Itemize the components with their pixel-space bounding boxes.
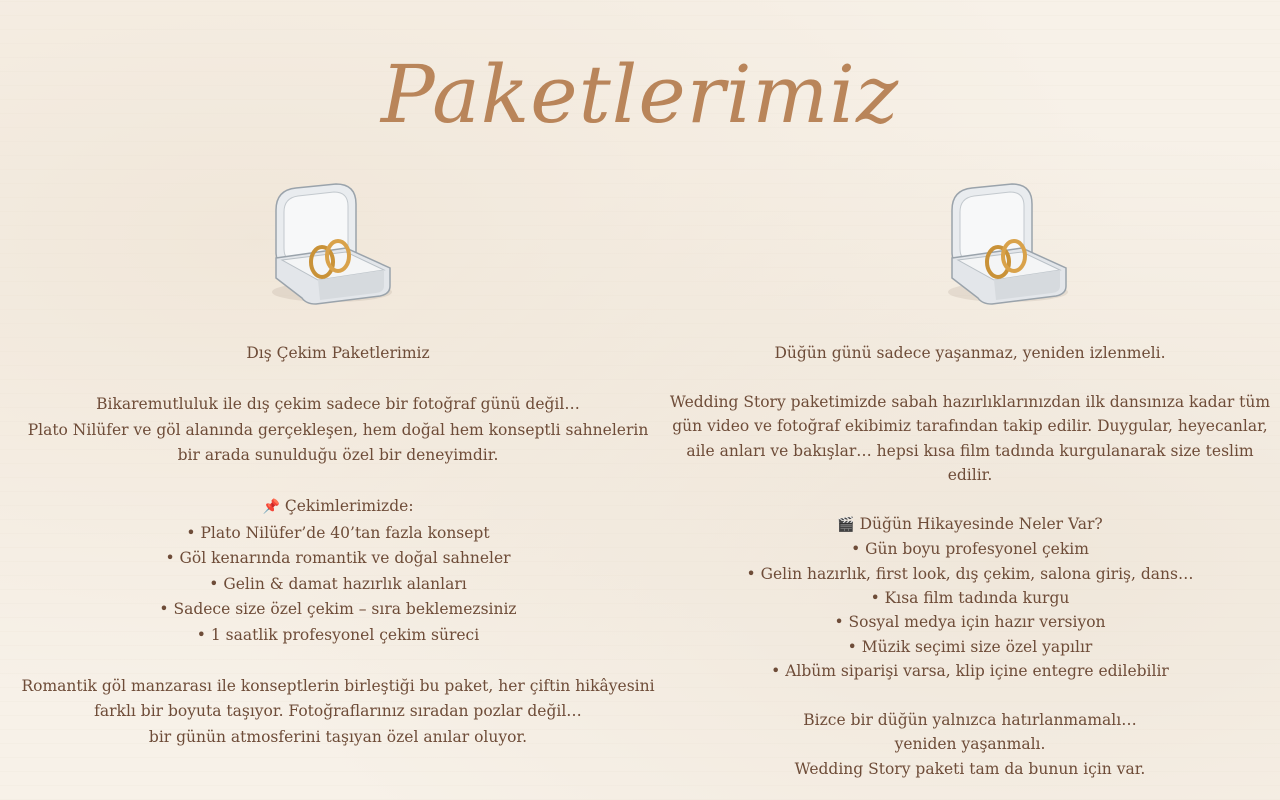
wedding-story-section (660, 341, 1280, 781)
intro-line: Bikaremutluluk ile dış çekim sadece bir fotoğraf günü değil… (96, 395, 580, 413)
list-item: • Kısa film tadında kurgu (870, 589, 1070, 608)
list-item: • Göl kenarında romantik ve doğal sahneler (165, 549, 511, 567)
outdoor-package-section (8, 341, 668, 750)
list-item: • 1 saatlik profesyonel çekim süreci (196, 625, 480, 644)
outro-line: bir günün atmosferini taşıyan özel anılar oluyor. (148, 727, 528, 746)
list-item: • Sadece size özel çekim – sıra beklemezsiniz (159, 600, 517, 618)
intro-line: Wedding Story paketimizde sabah hazırlıklarınızdan ilk dansınıza kadar tüm (669, 392, 1271, 411)
pushpin-icon: 📌 (262, 499, 280, 515)
intro-line: Plato Nilüfer ve göl alanında gerçekleşen, hem doğal hem konseptli sahnelerin (27, 420, 649, 439)
intro-line: edilir. (947, 466, 993, 485)
ring-box-icon (938, 182, 1074, 308)
list-title-text: Çekimlerimizde: (284, 497, 414, 515)
list-item: • Albüm siparişi varsa, klip içine entegre edilebilir (771, 662, 1169, 681)
section-heading: Dış Çekim Paketlerimiz (246, 344, 430, 362)
outro-line: Wedding Story paketi tam da bunun için var. (794, 759, 1146, 778)
intro-line: bir arada sunulduğu özel bir deneyimdir. (177, 446, 499, 464)
intro-line: aile anları ve bakışlar… hepsi kısa film tadında kurgulanarak size teslim (686, 441, 1254, 460)
outro-line: Bizce bir düğün yalnızca hatırlanmamalı… (803, 711, 1137, 730)
list-item: • Gelin hazırlık, first look, dış çekim, salona giriş, dans… (746, 564, 1194, 583)
intro-line: gün video ve fotoğraf ekibimiz tarafından takip edilir. Duygular, heyecanlar, (672, 417, 1268, 436)
list-item: • Plato Nilüfer’de 40’tan fazla konsept (186, 523, 490, 542)
page-title: Paketlerimiz (380, 48, 900, 141)
clapperboard-icon: 🎬 (837, 516, 855, 533)
ring-box-icon (262, 182, 398, 308)
list-item: • Sosyal medya için hazır versiyon (834, 613, 1106, 632)
list-title (8, 494, 668, 521)
outro-line: farklı bir boyuta taşıyor. Fotoğraflarınız sıradan pozlar değil… (94, 702, 582, 720)
section-heading: Düğün günü sadece yaşanmaz, yeniden izlenmeli. (774, 344, 1166, 362)
outro-line: yeniden yaşanmalı. (894, 735, 1046, 754)
outro-line: Romantik göl manzarası ile konseptlerin birleştiği bu paket, her çiftin hikâyesini (21, 676, 655, 695)
list-item: • Müzik seçimi size özel yapılır (847, 637, 1093, 656)
list-item: • Gelin & damat hazırlık alanları (209, 574, 467, 593)
list-title-text: Düğün Hikayesinde Neler Var? (859, 514, 1103, 533)
list-item: • Gün boyu profesyonel çekim (851, 540, 1089, 559)
list-title (660, 512, 1280, 537)
